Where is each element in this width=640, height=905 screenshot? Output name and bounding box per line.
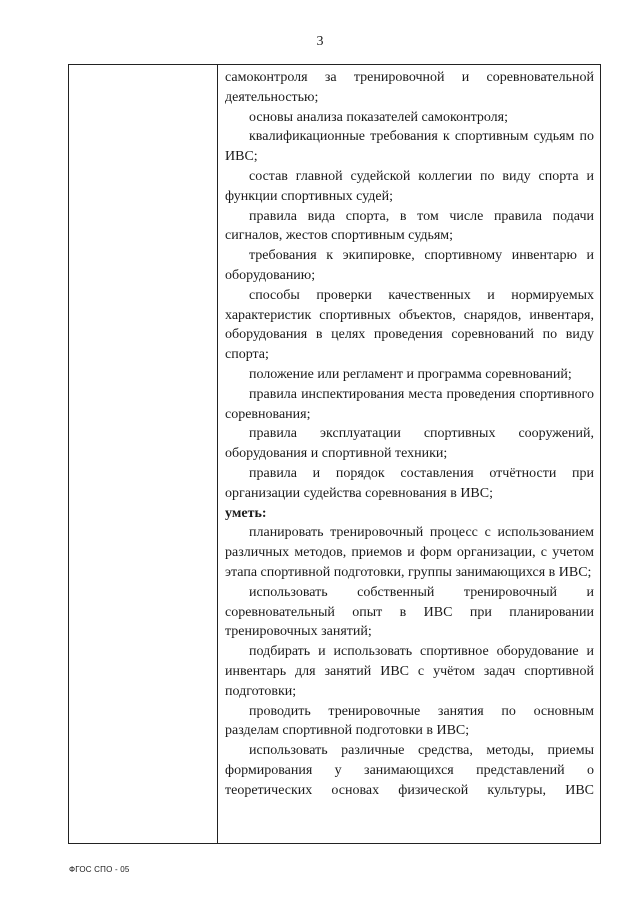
footer-code: ФГОС СПО - 05 [69, 865, 130, 874]
list-paragraph: проводить тренировочные занятия по основным разделам спортивной подготовки в ИВС; [225, 703, 594, 739]
list-paragraph: квалификационные требования к спортивным судьям по ИВС; [225, 129, 594, 165]
list-paragraph: состав главной судейской коллегии по виду спорта и функции спортивных судей; [225, 168, 594, 204]
list-paragraph: планировать тренировочный процесс с использованием различных методов, приемов и форм организации, с учетом этапа спортивной подготовки, группы занимающихся в ИВС; [225, 525, 594, 580]
list-paragraph: подбирать и использовать спортивное оборудование и инвентарь для занятий ИВС с учётом задач спортивной подготовки; [225, 644, 594, 699]
list-paragraph: правила и порядок составления отчётности при организации судейства соревнования в ИВС; [225, 465, 594, 501]
list-paragraph: правила эксплуатации спортивных сооружений, оборудования и спортивной техники; [225, 426, 594, 462]
list-paragraph: способы проверки качественных и нормируемых характеристик спортивных объектов, снарядов, инвентаря, оборудования в целях проведения соревнований по виду спорта; [225, 287, 594, 363]
list-paragraph: положение или регламент и программа соревнований; [249, 366, 572, 382]
list-paragraph: правила вида спорта, в том числе правила подачи сигналов, жестов спортивным судьям; [225, 208, 594, 244]
list-paragraph: основы анализа показателей самоконтроля; [249, 109, 508, 125]
list-paragraph: самоконтроля за тренировочной и соревновательной деятельностью; [225, 70, 594, 105]
page-number: 3 [316, 34, 324, 49]
list-paragraph: использовать собственный тренировочный и соревновательный опыт в ИВС при планировании тренировочных занятий; [225, 584, 594, 640]
table-left-column [69, 65, 218, 843]
table-right-column [218, 65, 600, 800]
list-paragraph: правила инспектирования места проведения спортивного соревнования; [225, 386, 594, 422]
content-table [68, 64, 601, 844]
list-paragraph: использовать различные средства, методы, приемы формирования у занимающихся представлений о теоретических основах физической культуры, ИВС [225, 743, 594, 798]
list-paragraph: требования к экипировке, спортивному инвентарю и оборудованию; [225, 248, 594, 283]
section-heading: уметь: [225, 505, 267, 521]
